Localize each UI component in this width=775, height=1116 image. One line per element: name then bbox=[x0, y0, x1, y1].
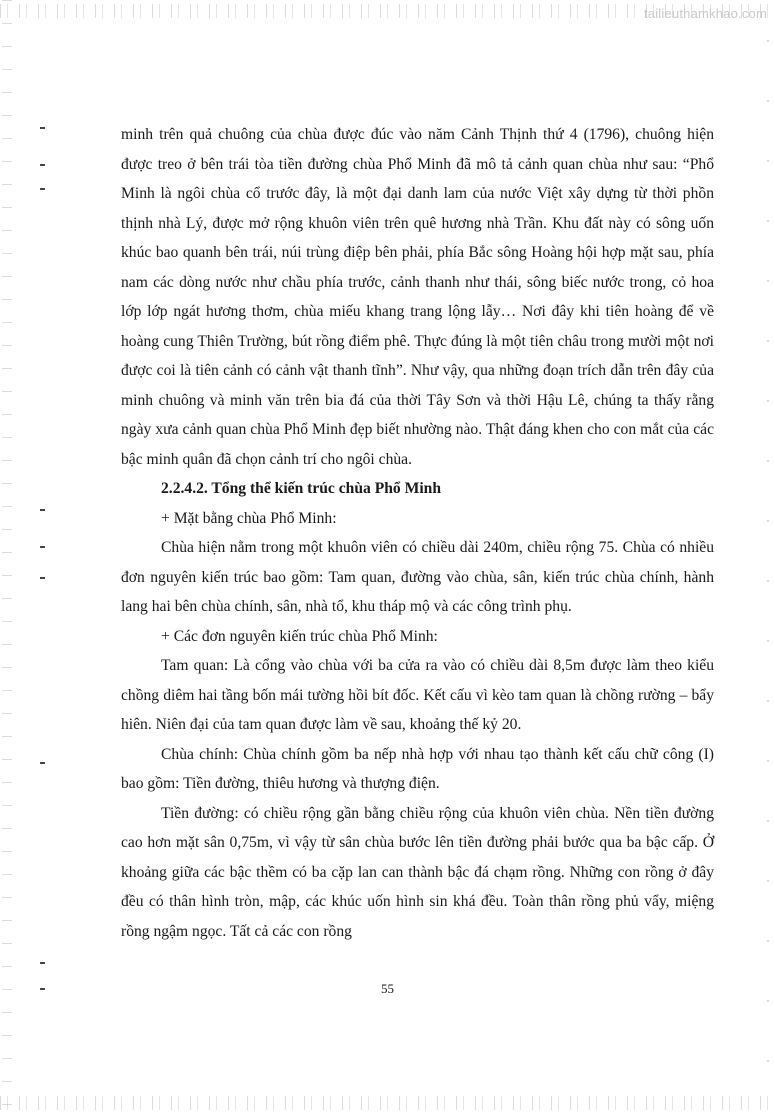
watermark-text: tailieuthamkhao.com bbox=[643, 6, 767, 21]
scan-artifact-left-edge bbox=[2, 0, 12, 1116]
section-heading: 2.2.4.2. Tổng thể kiến trúc chùa Phổ Minh bbox=[161, 480, 442, 497]
margin-mark bbox=[40, 188, 45, 190]
paragraph-layout-title: + Mặt bằng chùa Phổ Minh: bbox=[161, 509, 337, 527]
margin-mark bbox=[40, 127, 45, 129]
margin-mark bbox=[40, 509, 45, 511]
paragraph-chua-chinh: Chùa chính: Chùa chính gồm ba nếp nhà hợp với nhau tạo thành kết cấu chữ công (I) bao gồm: Tiền đường, thiêu hương và thượng điện. bbox=[121, 745, 714, 792]
scan-artifact-right-edge bbox=[767, 40, 769, 1076]
scan-artifact-bottom bbox=[0, 1096, 775, 1110]
paragraph-units-title: + Các đơn nguyên kiến trúc chùa Phổ Minh: bbox=[161, 627, 438, 645]
margin-mark bbox=[40, 164, 45, 166]
paragraph-layout: Chùa hiện nằm trong một khuôn viên có chiều dài 240m, chiều rộng 75. Chùa có nhiều đơn nguyên kiến trúc bao gồm: Tam quan, đường vào chùa, sân, kiến trúc chùa chính, hành lang hai bên chùa chính, sân, nhà tổ, khu tháp mộ và các công trình phụ. bbox=[121, 539, 714, 615]
paragraph-intro: minh trên quả chuông của chùa được đúc vào năm Cảnh Thịnh thứ 4 (1796), chuông hiện được treo ở bên trái tòa tiền đường chùa Phổ Minh đã mô tả cảnh quan chùa như sau: “Phổ Minh là ngôi chùa cổ trước đây, là một đại danh lam của nước Việt xây dựng từ thời phồn thịnh nhà Lý, được mở rộng khuôn viên trên quê hương nhà Trần. Khu đất này có sông uốn khúc bao quanh bên trái, núi trùng điệp bên phải, phía Bắc sông Hoàng hội hợp mặt sau, phía nam các dòng nước như chầu phía trước, cảnh thanh như thái, sông biếc nước trong, cỏ hoa lớp lớp ngát hương thơm, chùa miếu khang trang lộng lẫy… Nơi đây khi tiên hoàng để về hoàng cung Thiên Trường, bút rồng điểm phê. Thực đúng là một tiên châu trong mười một nơi được coi là tiên cảnh có cảnh vật thanh tĩnh”. Như vậy, qua những đoạn trích dẫn trên đây của minh chuông và minh văn trên bia đá của thời Tây Sơn và thời Hậu Lê, chúng ta thấy rằng ngày xưa cảnh quan chùa Phổ Minh đẹp biết nhường nào. Thật đáng khen cho con mắt của các bậc minh quân đã chọn cảnh trí cho ngôi chùa. bbox=[121, 126, 714, 468]
document-body bbox=[121, 120, 714, 946]
margin-mark bbox=[40, 577, 45, 579]
paragraph-tam-quan: Tam quan: Là cổng vào chùa với ba cửa ra vào có chiều dài 8,5m được làm theo kiểu chồng diêm hai tầng bốn mái tường hồi bít đốc. Kết cấu vì kèo tam quan là chồng rường – bẩy hiên. Niên đại của tam quan được làm về sau, khoảng thế kỷ 20. bbox=[121, 657, 714, 733]
page-number: 55 bbox=[381, 981, 394, 996]
paragraph-tien-duong: Tiền đường: có chiều rộng gần bằng chiều rộng của khuôn viên chùa. Nền tiền đường cao hơn mặt sân 0,75m, vì vậy từ sân chùa bước lên tiền đường phải bước qua ba bậc cấp. Ở khoảng giữa các bậc thềm có ba cặp lan can thành bậc đá chạm rồng. Những con rồng ở đây đều có thân hình tròn, mập, các khúc uốn hình sin khá đều. Toàn thân rồng phủ vẩy, miệng rồng ngậm ngọc. Tất cả các con rồng bbox=[121, 804, 714, 940]
margin-mark bbox=[40, 546, 45, 548]
margin-mark bbox=[40, 962, 45, 964]
margin-mark bbox=[40, 762, 45, 764]
